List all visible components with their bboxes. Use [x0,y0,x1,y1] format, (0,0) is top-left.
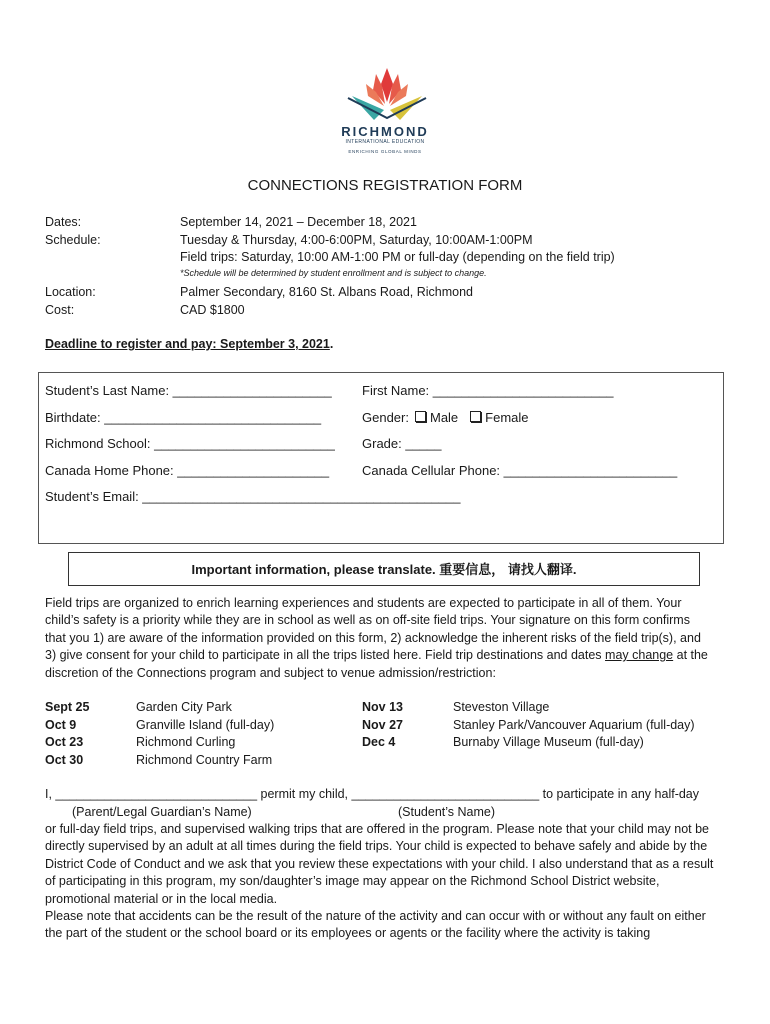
deadline [45,336,333,353]
intro-line [45,647,735,664]
schedule-line-2: Field trips: Saturday, 10:00 AM-1:00 PM or full-day (depending on the field trip) [180,250,615,264]
trip-date: Nov 27 [362,717,403,732]
birthdate-field[interactable]: Birthdate: ______________________________ [45,410,322,425]
cell-phone-field[interactable]: Canada Cellular Phone: ________________________ [362,463,678,478]
trip-date: Oct 23 [45,735,84,750]
form-title: CONNECTIONS REGISTRATION FORM [247,177,523,194]
trip-place: Steveston Village [453,700,550,714]
trip-place: Garden City Park [136,700,232,714]
consent-line: Please note that accidents can be the result of the nature of the activity and can occur with or without any fault on either [45,909,706,924]
trip-place: Burnaby Village Museum (full-day) [453,735,644,750]
intro-line-part: at the [673,648,708,663]
first-name-field[interactable]: First Name: _________________________ [362,383,614,398]
trip-place: Richmond Country Farm [136,752,273,767]
grade-field[interactable]: Grade: _____ [362,436,442,451]
deadline-text: Deadline to register and pay: September 3, 2021 [45,337,330,351]
consent-signature-line[interactable]: I, _____________________________ permit my child, ___________________________ to participate in any half-day [45,787,700,801]
intro-paragraph [45,595,735,682]
female-label: Female [485,410,529,425]
cost-label: Cost: [45,303,75,317]
dates-label: Dates: [45,215,82,229]
consent-line: promotional material or in the local media. [45,891,278,906]
richmond-logo [340,62,434,162]
deadline-period: . [329,337,334,351]
school-field[interactable]: Richmond School: _________________________ [45,436,335,451]
last-name-field[interactable]: Student’s Last Name: ______________________ [45,383,332,398]
dates-value: September 14, 2021 – December 18, 2021 [180,215,417,229]
intro-line: discretion of the Connections program and subject to venue admission/restriction: [45,665,496,680]
consent-line: District Code of Conduct and we ask that you review these expectations with your child. I also understand that as a result [45,856,714,871]
trip-date: Dec 4 [362,735,396,750]
trip-date: Oct 9 [45,717,77,732]
intro-line: child’s safety is a priority while they are in school as well as on off-site field trips. Your signature on this form confirms [45,613,690,628]
logo-title: RICHMOND [341,124,429,139]
parent-name-caption: (Parent/Legal Guardian’s Name) [72,805,252,819]
schedule-note: *Schedule will be determined by student enrollment and is subject to change. [180,268,487,278]
schedule-line-1: Tuesday & Thursday, 4:00-6:00PM, Saturday, 10:00AM-1:00PM [180,233,533,247]
consent-line: of participating in this program, my son/daughter’s image may appear on the Richmond School District website, [45,874,660,889]
home-phone-field[interactable]: Canada Home Phone: _____________________ [45,463,330,478]
student-name-caption: (Student’s Name) [398,805,496,819]
gender-label: Gender: [362,410,409,425]
email-field[interactable]: Student’s Email: ____________________________________________ [45,489,461,504]
cost-value: CAD $1800 [180,303,245,317]
location-label: Location: [45,285,96,299]
consent-line: directly supervised by an adult at all times during the field trips. Your child is expected to behave safely and abide by the [45,839,708,854]
consent-line: the part of the student or the school board or its employees or agents or the facility where the activity is taking [45,926,651,941]
schedule-label: Schedule: [45,233,101,247]
intro-line: that you 1) are aware of the information provided on this form, 2) acknowledge the inherent risks of the field trip(s), and [45,630,701,645]
translate-banner: Important information, please translate. 重要信息， 请找人翻译. [68,552,700,586]
trip-date: Sept 25 [45,700,90,714]
trip-place: Stanley Park/Vancouver Aquarium (full-day) [453,717,695,732]
female-checkbox[interactable] [470,411,481,422]
location-value: Palmer Secondary, 8160 St. Albans Road, Richmond [180,285,473,299]
trips-left-dates [45,699,89,769]
male-checkbox[interactable] [415,411,426,422]
trips-right-dates [362,699,403,752]
trips-right-places [453,699,695,752]
may-change-text: may change [605,648,674,663]
trips-left-places [136,699,274,769]
trip-place: Richmond Curling [136,735,236,750]
trip-place: Granville Island (full-day) [136,717,275,732]
gender-group [362,409,529,427]
logo-subtitle: INTERNATIONAL EDUCATION [345,139,425,145]
intro-line-part: 3) give consent for your child to participate in all the trips listed here. Field trip destinations and dates [45,648,606,663]
logo-tagline: ENRICHING GLOBAL MINDS [348,149,422,154]
consent-line: or full-day field trips, and supervised walking trips that are offered in the program. Please note that your child may not be [45,822,710,836]
intro-line: Field trips are organized to enrich learning experiences and students are expected to participate in all of them. Your [45,596,682,610]
trip-date: Nov 13 [362,700,403,714]
consent-paragraph [45,821,735,943]
trip-date: Oct 30 [45,752,84,767]
male-label: Male [429,410,459,425]
